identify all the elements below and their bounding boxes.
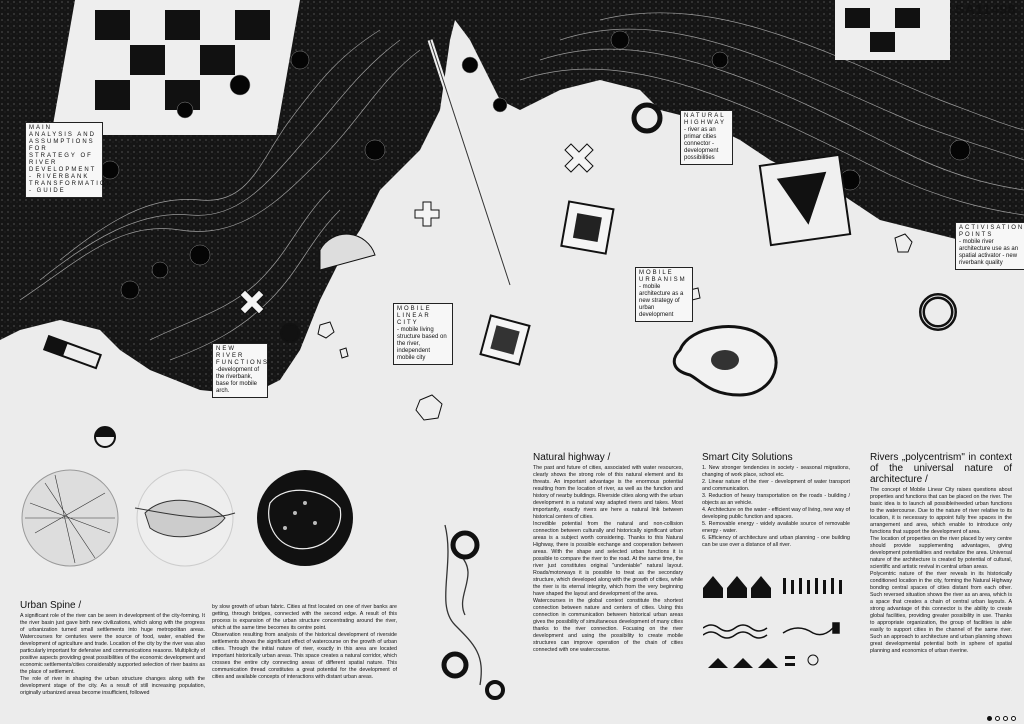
urban-spine-title: Urban Spine /: [20, 600, 82, 611]
main-analysis-label: MAIN ANALYSIS AND ASSUMPTIONS FOR STRATEGY OF RIVER DEVELOPMENT - RIVERBANK TRANSFORMATION - GUIDE: [25, 122, 103, 198]
page-dot: [987, 716, 992, 721]
mobile-linear-city-label: MOBILE LINEAR CITY - mobile living structure based on the river, independent mobile city: [393, 303, 453, 365]
river-connector: [425, 455, 525, 715]
page-dot: [1003, 716, 1008, 721]
city-evolution-diagrams: [15, 463, 395, 583]
natural-highway-col: Natural highway / The past and future of cities, associated with water resources, clearly shows the strong role of this natural element and its threats. An important advantage is the enormous potential resulting from the location of river, as well as the function and history of nearby buildings. Riverside cities along with the urban development in a natural way adapted rivers and takes. Most importantly, exactly rivers are here a natural link between historical centers of cities. Incredible potential from the natural and non-collision connection between culturally and historically significant urban areas is a subject worth considering. Thanks to this Natural Highway, there is possible exchange and cooperation between areas. With the shape and selected urban functions it is possible to compare the river to the road. At the same time, the river just constitutes original "undeniable" natural layout. Roads/motorways it is possible to treat as the secondary structure, which developed along with the growth of cities, while the river is its eternal integrity, which from the very beginning have shaped the layout and development of the area. Watercourses in the global context constitute the shortest connection between nature and centers of cities. Using this connection in communication between historical urban areas gives the possibility of simultaneous development of many cities thanks to the river connection. Focusing on the river development and using the possibility to create mobile structures can improve operation of the chain of cities connected with one watercourse.: [533, 452, 683, 653]
natural-highway-label: NATURAL HIGHWAY - river as an primar cities connector - development possibilities: [680, 110, 733, 165]
urban-spine-col2: by slow growth of urban fabric. Cities at first located on one of river banks are getting, through bridges, connected with the second edge. A result of this process is expansion of the urban structure concentrating around the river, which at the same time becomes its centre point. Observation resulting from analysis of the historical development of riverside settlements shows the significant effect of watercourse on the growth of urban cities. Through the initial nature of river, exactly in this area are located important historically urban areas. This space creates a natural corridor, which crosses the entire city connecting areas of different spatial nature. This communication thread constitutes a great potential for the development of cities and available concepts of interactions with distant urban areas.: [212, 604, 397, 680]
equals-icon: [785, 655, 818, 666]
mobile-urbanism-label: MOBILE URBANISM - mobile architecture as a new strategy of urban development: [635, 267, 693, 322]
people-icon: [783, 578, 842, 594]
page-indicator: [987, 716, 1016, 721]
page-dot: [995, 716, 1000, 721]
houses-icon: [703, 576, 771, 598]
block-grid-left: [51, 0, 300, 135]
urban-spine-col1: Urban Spine / A significant role of the river can be seen in development of the city-forming. It the river basin just gave birth new civilizations, which along with the progress of urbanization turned small settlements into huge metropolitan areas. Watercourses for centuries were the source of food, water, enabled the development of agriculture and trade. Location of the city by the river was also particularly important for defensive and communications reasons. Multiplicity of positive aspects providing great possibilities of the economic development and economic settlements/cities considerably supported selection of river basins as the place of settlement. The role of river in shaping the urban structure changes along with the development stage of the city. As a result of still increasing population, originally urbanized areas become insufficient, followed: [20, 600, 205, 696]
project-code: SA11498: [954, 1, 1016, 17]
polycentrism-col: Rivers „polycentrism" in context of the universal nature of architecture / The concept of Mobile Linear City raises questions about properties and functions that can be placed on the river. The basic idea is to launch all possible/needed urban functions to the watercourse. Due to the nature of river relative to its location, it is necessary to appoint fully free spaces in the arrangement and area, which enable to introduce only functions that support the development of area. The location of properties on the river placed by very centre should provide supplementing advantages, giving development potentialities and revitalize the area. Universal nature of the architecture is created by potential of cultural, scientific and artistic revival in central urban areas. Polycentric nature of the river reveals in its historically conditioned location in the city, forming the Natural Highway bonding central spaces of cities distant from each other. Such reversed situation shows the river as an area, which is a space that creates a chain of central urban layouts. A strong advantage of this connector is the ability to create global facilities, providing greater possibility in use. Thanks to appropriate organization, the group of facilities is able easily to support cities in the channel of the same river. Such an approach to architecture and urban planning shows great developmental potential both in sphere of spatial planning and economics of urban riverine.: [870, 452, 1012, 654]
new-river-functions-label: NEW RIVER FUNCTIONS -development of the riverbank, base for mobile arch.: [212, 343, 268, 398]
smart-city-col: Smart City Solutions 1. New stronger tendencies in society - seasonal migrations, changing of work place, school etc. 2. Linear nature of the river - development of water transport and communication. 3. Reduction of heavy transportation on the roads - building / objects as an vehicle. 4. Architecture on the water - efficient way of living, new way of developing public function and spaces. 5. Removable energy - widely available source of removable energy - water. 6. Efficiency of architecture and urban planning - one building can be use over a distance of all river.: [702, 452, 850, 548]
activisation-points-label: ACTIVISATION POINTS - mobile river architecture use as an spatial activator - new riverbank quality: [955, 222, 1024, 270]
waves-icon: [703, 625, 767, 638]
mobile-modules: [481, 155, 851, 365]
polycentrism-title: Rivers „polycentrism" in context of the universal nature of architecture /: [870, 452, 1012, 485]
boats-icon: [708, 658, 778, 668]
natural-highway-title: Natural highway /: [533, 452, 611, 463]
page-dot: [1011, 716, 1016, 721]
block-grid-right: [835, 0, 950, 60]
smart-city-pictograms: [703, 568, 853, 688]
plug-icon: [783, 623, 839, 635]
smart-city-title: Smart City Solutions: [702, 452, 793, 463]
